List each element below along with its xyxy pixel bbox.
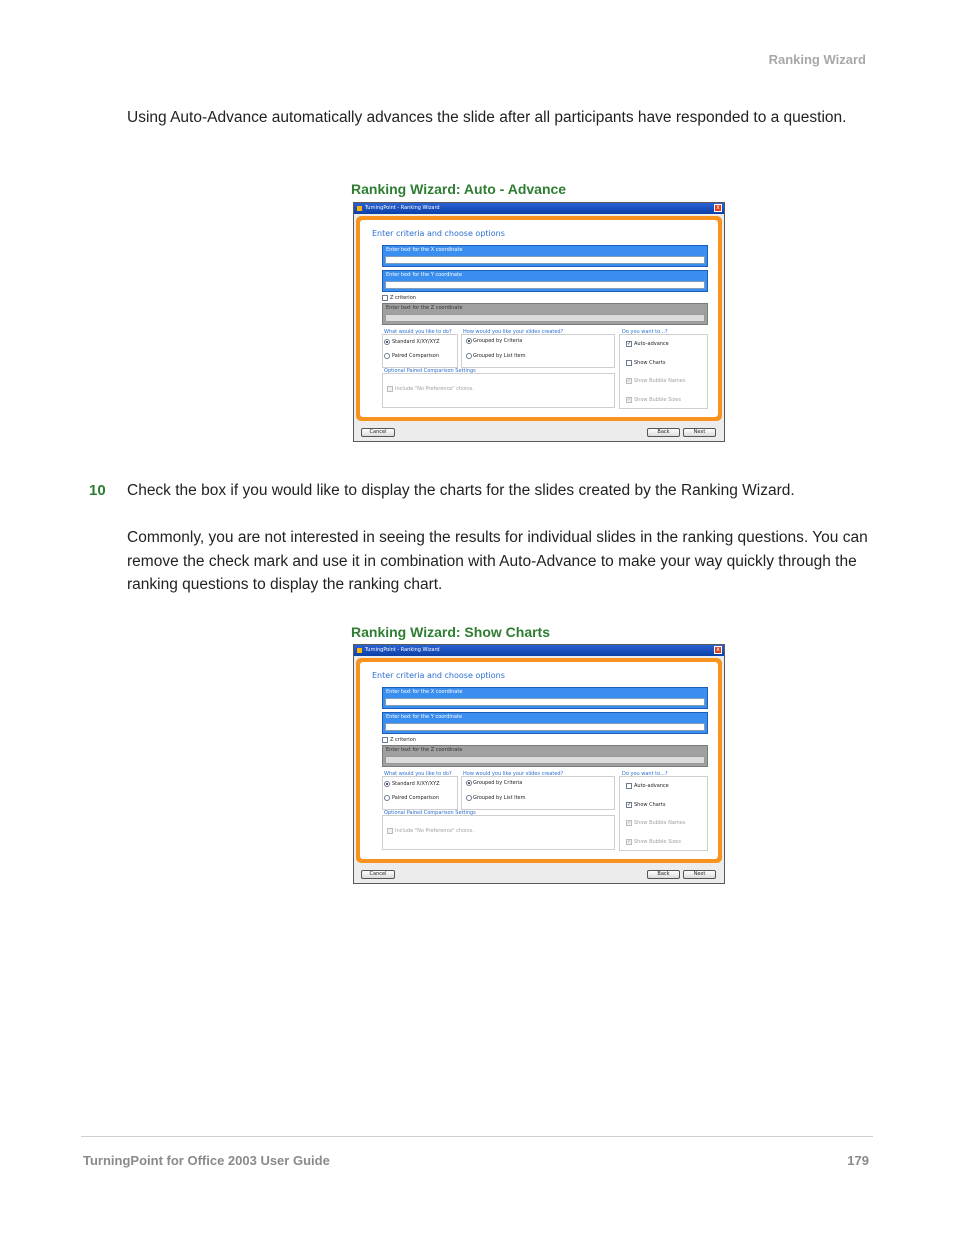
footer-title: TurningPoint for Office 2003 User Guide — [83, 1153, 330, 1168]
app-icon — [357, 206, 362, 211]
wizard-panel-body — [360, 662, 718, 859]
do-heading: Do you want to...? — [622, 771, 668, 777]
z-coordinate-input — [385, 756, 705, 764]
y-coordinate-input[interactable] — [385, 723, 705, 731]
z-criterion-label: Z criterion — [390, 295, 416, 301]
no-preference-label: Include "No Preference" choice. — [395, 386, 474, 392]
bubble-sizes-checkbox: ✓ — [627, 839, 632, 845]
auto-advance-checkbox[interactable]: ✓ — [627, 341, 632, 347]
next-button[interactable]: Next — [683, 870, 716, 879]
panel-heading: Enter criteria and choose options — [372, 671, 505, 680]
standard-label: Standard X/XY/XYZ — [392, 781, 440, 787]
figure-1-caption: Ranking Wizard: Auto - Advance — [351, 181, 567, 197]
no-preference-checkbox — [387, 828, 393, 834]
y-coordinate-label: Enter text for the Y coordinate — [386, 714, 463, 720]
paired-settings-heading: Optional Paired Comparison Settings — [384, 810, 476, 816]
x-coordinate-input[interactable] — [385, 698, 705, 706]
z-coordinate-block — [382, 303, 708, 325]
z-coordinate-block — [382, 745, 708, 767]
dialog-title: TurningPoint - Ranking Wizard — [365, 205, 440, 211]
do-heading: Do you want to...? — [622, 329, 668, 335]
dialog-titlebar — [354, 645, 724, 656]
wizard-panel-body — [360, 220, 718, 417]
paired-label: Paired Comparison — [392, 795, 439, 801]
next-button[interactable]: Next — [683, 428, 716, 437]
grouped-list-radio[interactable] — [466, 353, 472, 359]
paired-radio[interactable] — [384, 353, 390, 359]
cancel-button[interactable]: Cancel — [361, 870, 395, 879]
figure-2-caption: Ranking Wizard: Show Charts — [351, 624, 551, 640]
step-text: Check the box if you would like to display the charts for the slides created by the Ranking Wizard. — [127, 482, 795, 499]
bubble-names-label: Show Bubble Names — [634, 378, 686, 384]
how-heading: How would you like your slides created? — [463, 771, 564, 777]
paired-radio[interactable] — [384, 795, 390, 801]
x-coordinate-block — [382, 687, 708, 709]
what-heading: What would you like to do? — [384, 771, 452, 777]
show-charts-label: Show Charts — [634, 360, 666, 366]
auto-advance-label: Auto-advance — [634, 783, 669, 789]
footer-rule — [81, 1136, 873, 1137]
step-number: 10 — [89, 482, 106, 499]
grouped-criteria-label: Grouped by Criteria — [473, 780, 523, 786]
page-number: 179 — [847, 1153, 869, 1168]
show-charts-label: Show Charts — [634, 802, 666, 808]
back-button[interactable]: Back — [647, 428, 680, 437]
dialog-title: TurningPoint - Ranking Wizard — [365, 647, 440, 653]
grouped-list-radio[interactable] — [466, 795, 472, 801]
close-icon[interactable]: x — [714, 646, 722, 654]
grouped-list-label: Grouped by List Item — [473, 795, 526, 801]
paired-label: Paired Comparison — [392, 353, 439, 359]
step-note: Commonly, you are not interested in seeing the results for individual slides in the ranking questions. You can remove the check mark and use it in combination with Auto-Advance to make your way quickly through the ranking questions to display the ranking chart. — [127, 529, 868, 593]
grouped-criteria-radio[interactable] — [466, 780, 472, 786]
no-preference-label: Include "No Preference" choice. — [395, 828, 474, 834]
how-heading: How would you like your slides created? — [463, 329, 564, 335]
z-coordinate-label: Enter text for the Z coordinate — [386, 305, 463, 311]
close-icon[interactable]: x — [714, 204, 722, 212]
running-header: Ranking Wizard — [768, 52, 866, 67]
z-criterion-checkbox[interactable] — [382, 295, 388, 301]
ranking-wizard-dialog-show-charts — [353, 644, 725, 884]
y-coordinate-block — [382, 270, 708, 292]
ranking-wizard-dialog-auto-advance — [353, 202, 725, 442]
intro-paragraph: Using Auto-Advance automatically advances the slide after all participants have responded to a question. — [127, 109, 847, 126]
show-charts-checkbox[interactable] — [626, 360, 632, 366]
bubble-names-label: Show Bubble Names — [634, 820, 686, 826]
z-criterion-checkbox[interactable] — [382, 737, 388, 743]
wizard-panel — [356, 216, 722, 421]
back-button[interactable]: Back — [647, 870, 680, 879]
what-heading: What would you like to do? — [384, 329, 452, 335]
wizard-panel — [356, 658, 722, 863]
x-coordinate-input[interactable] — [385, 256, 705, 264]
panel-heading: Enter criteria and choose options — [372, 229, 505, 238]
z-coordinate-label: Enter text for the Z coordinate — [386, 747, 463, 753]
z-coordinate-input — [385, 314, 705, 322]
auto-advance-checkbox[interactable] — [626, 783, 632, 789]
y-coordinate-block — [382, 712, 708, 734]
app-icon — [357, 648, 362, 653]
grouped-criteria-label: Grouped by Criteria — [473, 338, 523, 344]
x-coordinate-label: Enter text for the X coordinate — [386, 689, 463, 695]
x-coordinate-label: Enter text for the X coordinate — [386, 247, 463, 253]
show-charts-checkbox[interactable]: ✓ — [627, 802, 632, 808]
z-criterion-label: Z criterion — [390, 737, 416, 743]
standard-radio[interactable] — [384, 781, 390, 787]
bubble-names-checkbox: ✓ — [627, 820, 632, 826]
x-coordinate-block — [382, 245, 708, 267]
bubble-names-checkbox: ✓ — [627, 378, 632, 384]
auto-advance-label: Auto-advance — [634, 341, 669, 347]
standard-radio[interactable] — [384, 339, 390, 345]
paired-settings-heading: Optional Paired Comparison Settings — [384, 368, 476, 374]
grouped-list-label: Grouped by List Item — [473, 353, 526, 359]
y-coordinate-input[interactable] — [385, 281, 705, 289]
bubble-sizes-checkbox: ✓ — [627, 397, 632, 403]
no-preference-checkbox — [387, 386, 393, 392]
bubble-sizes-label: Show Bubble Sizes — [634, 839, 681, 845]
y-coordinate-label: Enter text for the Y coordinate — [386, 272, 463, 278]
cancel-button[interactable]: Cancel — [361, 428, 395, 437]
dialog-titlebar — [354, 203, 724, 214]
standard-label: Standard X/XY/XYZ — [392, 339, 440, 345]
bubble-sizes-label: Show Bubble Sizes — [634, 397, 681, 403]
grouped-criteria-radio[interactable] — [466, 338, 472, 344]
